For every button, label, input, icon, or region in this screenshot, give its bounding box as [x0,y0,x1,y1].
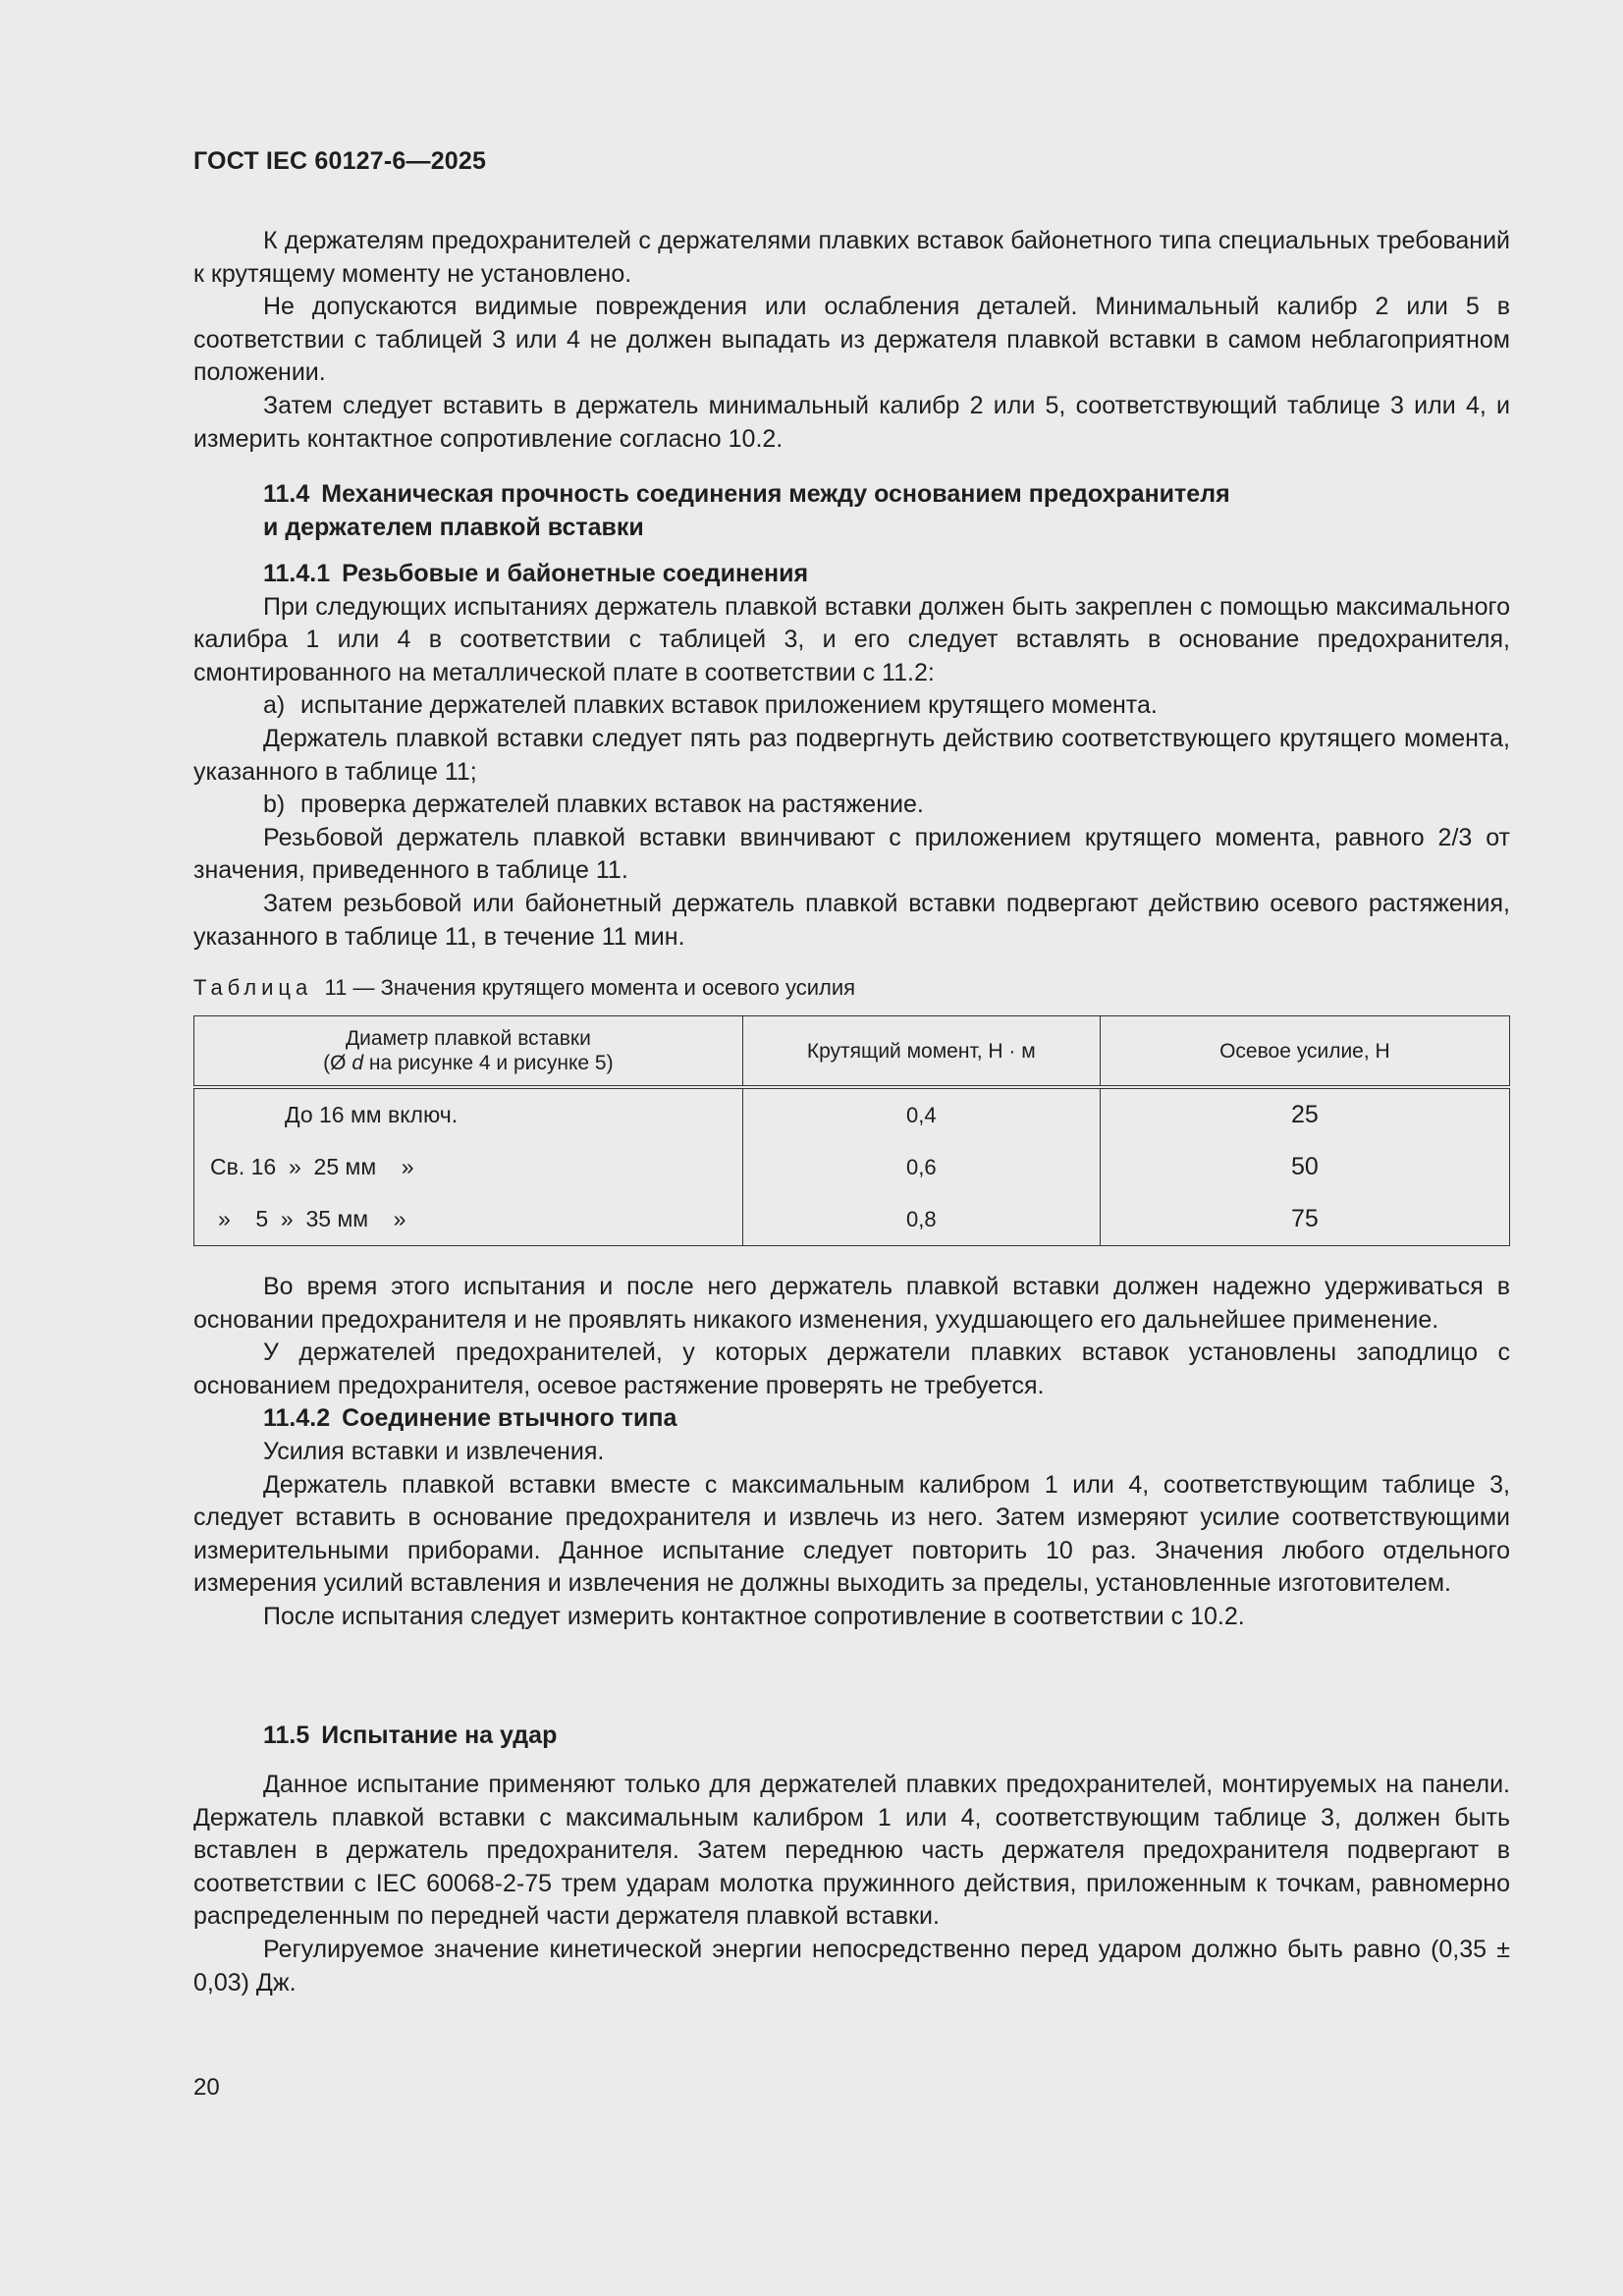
cell-force: 25 [1100,1087,1509,1141]
subsection-heading: 11.4.1 Резьбовые и байонетные соединения [263,560,809,587]
paragraph: Затем резьбовой или байонетный держатель плавкой вставки подвергают действию осевого растяжения, указанного в таблице 11, в течение 11 мин. [193,889,1510,951]
page-number: 20 [193,2074,220,2101]
cell-diameter: » 5 » 35 мм » [194,1193,743,1246]
table-row [194,1141,1510,1193]
table-row [194,1087,1510,1141]
document-code: ГОСТ IEC 60127-6—2025 [193,147,487,175]
table-11 [193,1015,1510,1246]
list-item: a) испытание держателей плавких вставок приложением крутящего момента. [263,691,1158,720]
section-11-4-1 [193,558,1510,954]
header-force: Осевое усилие, Н [1100,1016,1509,1088]
cell-diameter: Св. 16 » 25 мм » [194,1141,743,1193]
cell-force: 75 [1100,1193,1509,1246]
section-heading-cont: и держателем плавкой вставки [263,513,644,541]
after-table-paragraphs [193,1271,1510,1634]
paragraph: Регулируемое значение кинетической энергии непосредственно перед ударом должно быть равно (0,35 ± 0,03) Дж. [193,1935,1510,1996]
list-item: b) проверка держателей плавких вставок на растяжение. [263,791,924,819]
intro-paragraphs [193,225,1510,456]
subsection-heading: 11.4.2 Соединение втычного типа [263,1404,677,1433]
paragraph: К держателям предохранителей с держателями плавких вставок байонетного типа специальных требований к крутящему моменту не установлено. [193,227,1510,288]
cell-torque: 0,4 [742,1087,1100,1141]
paragraph: Не допускаются видимые повреждения или ослабления деталей. Минимальный калибр 2 или 5 в соответствии с таблицей 3 или 4 не должен выпадать из держателя плавкой вставки в самом неблагоприятном положении. [193,293,1510,387]
paragraph: Держатель плавкой вставки следует пять раз подвергнуть действию соответствующего крутящего момента, указанного в таблице 11; [193,724,1510,786]
section-heading: 11.4 Механическая прочность соединения между основанием предохранителя [263,480,1230,508]
section-11-4 [193,478,1510,544]
cell-torque: 0,6 [742,1141,1100,1193]
paragraph: Усилия вставки и извлечения. [263,1437,605,1465]
cell-torque: 0,8 [742,1193,1100,1246]
cell-diameter: До 16 мм включ. [194,1087,743,1141]
header-diameter: Диаметр плавкой вставки (Ø d на рисунке 4 и рисунке 5) [194,1016,743,1088]
section-11-5-body [193,1769,1510,1999]
table-header-row [194,1016,1510,1088]
paragraph: Затем следует вставить в держатель минимальный калибр 2 или 5, соответствующий таблице 3 или 4, и измерить контактное сопротивление согласно 10.2. [193,391,1510,453]
paragraph: При следующих испытаниях держатель плавкой вставки должен быть закреплен с помощью максимального калибра 1 или 4 в соответствии с таблицей 3, и его следует вставлять в основание предохранителя, смонтированного на металлической плате в соответствии с 11.2: [193,592,1510,686]
header-torque: Крутящий момент, Н · м [742,1016,1100,1088]
paragraph: Резьбовой держатель плавкой вставки ввинчивают с приложением крутящего момента, равного 2/3 от значения, приведенного в таблице 11. [193,823,1510,885]
paragraph: Держатель плавкой вставки вместе с максимальным калибром 1 или 4, соответствующим таблице 3, следует вставить в основание предохранителя и извлечь из него. Затем измеряют усилие соответствующими измерительными приборами. Данное испытание следует повторить 10 раз. Значения любого отдельного измерения усилий вставления и извлечения не должны выходить за пределы, установленные изготовителем. [193,1470,1510,1598]
paragraph: Данное испытание применяют только для держателей плавких предохранителей, монтируемых на панели. Держатель плавкой вставки с максимальным калибром 1 или 4, соответствующим таблице 3, должен быть вставлен в держатель предохранителя. Затем переднюю часть держателя предохранителя подвергают в соответствии с IEC 60068-2-75 трем ударам молотка пружинного действия, приложенным к точкам, равномерно распределенным по передней части держателя плавкой вставки. [193,1771,1510,1931]
section-11-5 [193,1720,1510,1753]
table-row [194,1193,1510,1246]
cell-force: 50 [1100,1141,1509,1193]
paragraph: После испытания следует измерить контактное сопротивление в соответствии с 10.2. [263,1602,1245,1630]
paragraph: У держателей предохранителей, у которых держатели плавких вставок установлены заподлицо с основанием предохранителя, осевое растяжение проверять не требуется. [193,1339,1510,1399]
paragraph: Во время этого испытания и после него держатель плавкой вставки должен надежно удерживаться в основании предохранителя и не проявлять никакого изменения, ухудшающего его дальнейшее применение. [193,1273,1510,1334]
table-caption: Таблица 11 — Значения крутящего момента и осевого усилия [193,975,856,1000]
section-heading: 11.5 Испытание на удар [263,1722,558,1749]
